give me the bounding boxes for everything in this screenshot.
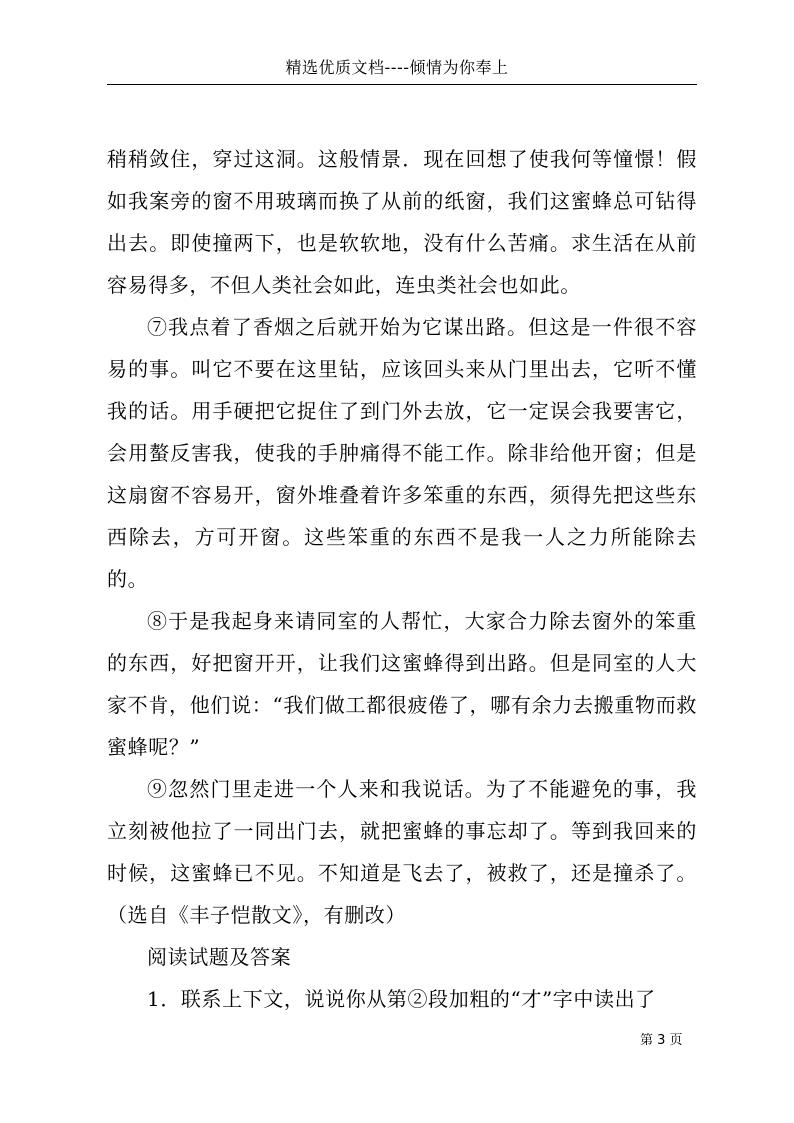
section-heading: 阅读试题及答案	[147, 945, 292, 969]
header-divider	[107, 84, 697, 85]
page-header: 精选优质文档----倾情为你奉上	[285, 58, 509, 77]
document-body	[107, 138, 697, 1020]
question-1: 1．联系上下文，说说你从第②段加粗的“才”字中读出了	[147, 987, 656, 1011]
paragraph-8: ⑧于是我起身来请同室的人帮忙，大家合力除去窗外的笨重的东西，好把窗开开，让我们这蜜蜂得到出路。但是同室的人大家不肯，他们说：“我们做工都很疲倦了，哪有余力去搬重物而救蜜蜂呢？”	[107, 609, 697, 759]
page-number: 第 3 页	[640, 1033, 683, 1048]
paragraph-7: ⑦我点着了香烟之后就开始为它谋出路。但这是一件很不容易的事。叫它不要在这里钻，应该回头来从门里出去，它听不懂我的话。用手硬把它捉住了到门外去放，它一定误会我要害它，会用螯反害我，使我的手肿痛得不能工作。除非给他开窗；但是这扇窗不容易开，窗外堆叠着许多笨重的东西，须得先把这些东西除去，方可开窗。这些笨重的东西不是我一人之力所能除去的。	[107, 315, 697, 591]
paragraph-9: ⑨忽然门里走进一个人来和我说话。为了不能避免的事，我立刻被他拉了一同出门去，就把蜜蜂的事忘却了。等到我回来的时候，这蜜蜂已不见。不知道是飞去了，被救了，还是撞杀了。（选自《丰子恺散文》，有删改）	[107, 777, 697, 927]
paragraph-continued: 稍稍敛住，穿过这洞。这般情景．现在回想了使我何等憧憬！假如我案旁的窗不用玻璃而换了从前的纸窗，我们这蜜蜂总可钻得出去。即使撞两下，也是软软地，没有什么苦痛。求生活在从前容易得多，不但人类社会如此，连虫类社会也如此。	[107, 147, 697, 297]
